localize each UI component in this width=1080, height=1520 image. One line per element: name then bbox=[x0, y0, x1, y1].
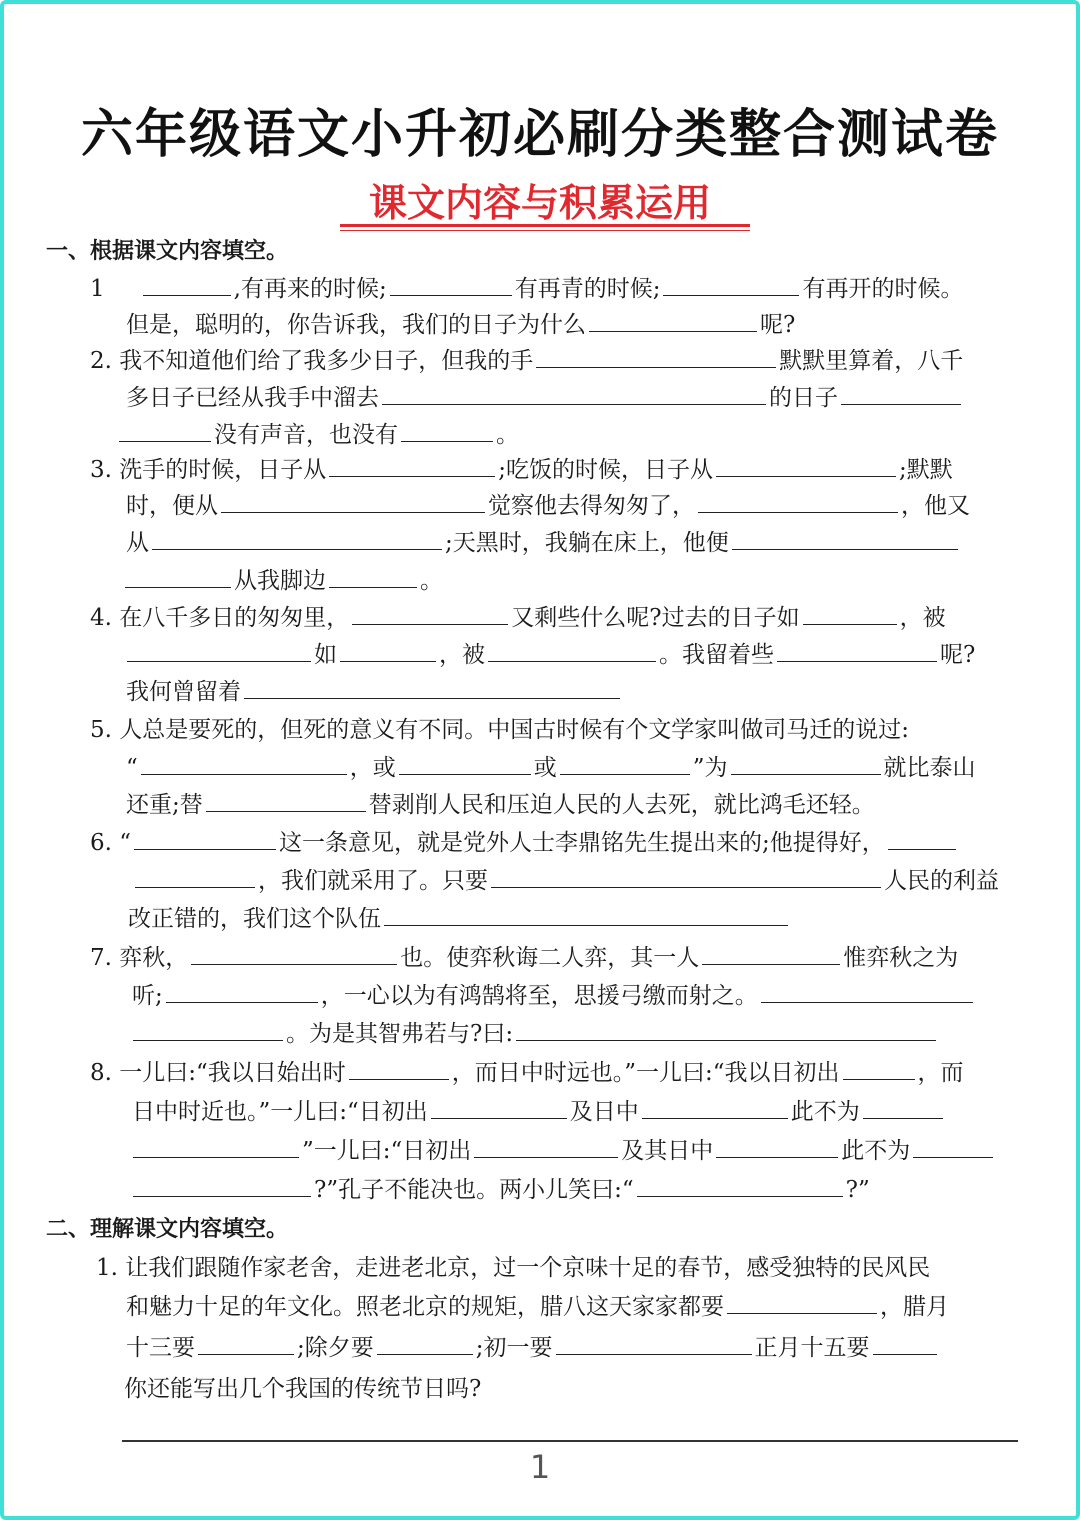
blank-field[interactable] bbox=[340, 641, 436, 662]
subtitle-underline bbox=[340, 224, 750, 227]
s2-question-1-line-2 bbox=[126, 1292, 949, 1322]
question-text: 从 bbox=[126, 530, 149, 556]
question-text: ?” bbox=[845, 1177, 870, 1203]
question-text: ,有再来的时候; bbox=[233, 276, 387, 302]
question-text: 惟弈秋之为 bbox=[843, 945, 959, 971]
question-number: 5. bbox=[90, 717, 112, 743]
question-text: 正月十五要 bbox=[754, 1335, 870, 1361]
s2-question-1-line-4 bbox=[124, 1374, 481, 1404]
section-heading-1: 一、根据课文内容填空。 bbox=[46, 238, 289, 264]
question-text: 这一条意见，就是党外人士李鼎铭先生提出来的;他提得好， bbox=[279, 830, 885, 856]
blank-field[interactable] bbox=[133, 1020, 283, 1041]
question-text: 如 bbox=[314, 642, 337, 668]
question-number: 7. bbox=[90, 945, 112, 971]
question-text: 和魅力十足的年文化。照老北京的规矩，腊八这天家家都要 bbox=[126, 1294, 724, 1320]
blank-field[interactable] bbox=[663, 275, 799, 296]
blank-field[interactable] bbox=[125, 567, 231, 588]
blank-field[interactable] bbox=[431, 1098, 567, 1119]
blank-field[interactable] bbox=[349, 1059, 449, 1080]
blank-field[interactable] bbox=[732, 529, 958, 550]
question-text: ;默默 bbox=[899, 457, 953, 483]
question-8-line-4 bbox=[130, 1175, 870, 1205]
question-8-line-1 bbox=[90, 1058, 964, 1088]
question-5-line-2 bbox=[126, 753, 976, 783]
blank-field[interactable] bbox=[152, 529, 442, 550]
question-text: ，而日中时远也。”一儿曰:“我以日初出 bbox=[451, 1060, 840, 1086]
question-text: 及日中 bbox=[569, 1099, 639, 1125]
question-text: 。为是其智弗若与?曰: bbox=[286, 1021, 514, 1047]
question-text: 人民的利益 bbox=[884, 868, 999, 894]
question-7-line-2 bbox=[132, 981, 976, 1011]
blank-field[interactable] bbox=[134, 829, 276, 850]
question-number: 6. bbox=[90, 830, 112, 856]
question-number: 4. bbox=[90, 605, 112, 631]
blank-field[interactable] bbox=[191, 944, 397, 965]
blank-field[interactable] bbox=[143, 275, 231, 296]
blank-field[interactable] bbox=[761, 982, 973, 1003]
question-8-line-3 bbox=[130, 1136, 996, 1166]
blank-field[interactable] bbox=[474, 1137, 618, 1158]
question-number: 1 bbox=[90, 276, 105, 302]
blank-field[interactable] bbox=[133, 1137, 299, 1158]
page-subtitle: 课文内容与积累运用 bbox=[368, 181, 711, 225]
question-text: 在八千多日的匆匆里， bbox=[119, 605, 350, 631]
question-2-line-3 bbox=[116, 420, 519, 450]
question-text: 的日子 bbox=[769, 385, 838, 411]
question-text: 默默里算着，八千 bbox=[779, 348, 964, 374]
question-text: 你还能写出几个我国的传统节日吗? bbox=[124, 1376, 482, 1402]
question-text: 听; bbox=[132, 983, 163, 1009]
question-text: ，而 bbox=[917, 1060, 964, 1086]
question-text: ，腊月 bbox=[880, 1294, 949, 1320]
question-text: 或 bbox=[533, 755, 557, 781]
question-text: 也。使弈秋诲二人弈，其一人 bbox=[400, 945, 700, 971]
page-title: 六年级语文小升初必刷分类整合测试卷 bbox=[80, 105, 999, 165]
question-text: ?”孔子不能决也。两小儿笑曰:“ bbox=[314, 1177, 634, 1203]
blank-field[interactable] bbox=[384, 905, 788, 926]
question-4-line-1 bbox=[90, 603, 946, 633]
question-text: 有再青的时候; bbox=[514, 276, 661, 302]
question-text: 我不知道他们给了我多少日子，但我的手 bbox=[119, 348, 534, 374]
blank-field[interactable] bbox=[913, 1137, 993, 1158]
blank-field[interactable] bbox=[873, 1334, 937, 1355]
question-text: 日中时近也。”一儿曰:“日初出 bbox=[132, 1099, 428, 1125]
blank-field[interactable] bbox=[491, 867, 881, 888]
blank-field[interactable] bbox=[556, 1334, 752, 1355]
blank-field[interactable] bbox=[803, 604, 897, 625]
question-5-line-1 bbox=[90, 715, 909, 745]
question-text: ，他又 bbox=[901, 493, 970, 519]
question-text: 让我们跟随作家老舍，走进老北京，过一个京味十足的春节，感受独特的民风民 bbox=[125, 1255, 931, 1281]
question-text: 及其日中 bbox=[621, 1138, 714, 1164]
question-text: 弈秋， bbox=[119, 945, 189, 971]
blank-field[interactable] bbox=[642, 1098, 788, 1119]
section-heading-2: 二、理解课文内容填空。 bbox=[46, 1216, 289, 1242]
question-text: 人总是要死的，但死的意义有不同。中国古时候有个文学家叫做司马迁的说过: bbox=[119, 717, 910, 743]
blank-field[interactable] bbox=[863, 1098, 943, 1119]
question-text: ，我们就采用了。只要 bbox=[258, 868, 488, 894]
question-text: 但是，聪明的，你告诉我，我们的日子为什么 bbox=[126, 312, 586, 338]
question-8-line-2 bbox=[132, 1097, 946, 1127]
s2-question-1-line-1 bbox=[96, 1253, 930, 1283]
page-number: 1 bbox=[529, 1448, 551, 1486]
blank-field[interactable] bbox=[135, 867, 255, 888]
blank-field[interactable] bbox=[133, 1176, 311, 1197]
question-text: ;吃饭的时候，日子从 bbox=[498, 457, 714, 483]
question-6-line-2 bbox=[132, 866, 999, 896]
question-text: ，被 bbox=[899, 605, 946, 631]
question-2-line-1 bbox=[90, 346, 963, 376]
question-3-line-4 bbox=[122, 566, 443, 596]
question-number: 2. bbox=[90, 348, 112, 374]
question-3-line-1 bbox=[90, 455, 953, 485]
question-text: 呢? bbox=[940, 642, 976, 668]
blank-field[interactable] bbox=[843, 1059, 915, 1080]
question-text: 此不为 bbox=[841, 1138, 911, 1164]
blank-field[interactable] bbox=[198, 1334, 294, 1355]
blank-field[interactable] bbox=[166, 982, 318, 1003]
question-text: 替剥削人民和压迫人民的人去死，就比鸿毛还轻。 bbox=[368, 792, 875, 818]
blank-field[interactable] bbox=[244, 678, 620, 699]
blank-field[interactable] bbox=[221, 492, 485, 513]
blank-field[interactable] bbox=[536, 347, 776, 368]
blank-field[interactable] bbox=[727, 1293, 877, 1314]
question-1-line-2 bbox=[126, 310, 795, 340]
question-3-line-2 bbox=[126, 491, 970, 521]
question-text: 。我留着些 bbox=[659, 642, 774, 668]
question-text: 呢? bbox=[760, 312, 796, 338]
blank-field[interactable] bbox=[206, 791, 366, 812]
question-text: “ bbox=[126, 755, 138, 781]
blank-field[interactable] bbox=[382, 384, 766, 405]
question-7-line-1 bbox=[90, 943, 958, 973]
question-number: 8. bbox=[90, 1060, 112, 1086]
blank-field[interactable] bbox=[329, 456, 495, 477]
blank-field[interactable] bbox=[390, 275, 512, 296]
blank-field[interactable] bbox=[777, 641, 937, 662]
question-text: ，一心以为有鸿鹄将至，思援弓缴而射之。 bbox=[320, 983, 758, 1009]
question-text: 又剩些什么呢?过去的日子如 bbox=[511, 605, 800, 631]
question-text: ，被 bbox=[439, 642, 485, 668]
blank-field[interactable] bbox=[127, 641, 311, 662]
question-text: 还重;替 bbox=[126, 792, 203, 818]
question-text: ;除夕要 bbox=[297, 1335, 374, 1361]
blank-field[interactable] bbox=[702, 944, 840, 965]
question-text: 没有声音，也没有 bbox=[214, 422, 398, 448]
blank-field[interactable] bbox=[716, 1137, 838, 1158]
blank-field[interactable] bbox=[589, 311, 757, 332]
answer-line[interactable] bbox=[122, 1440, 1018, 1442]
question-6-line-1 bbox=[90, 828, 959, 858]
question-text: ;初一要 bbox=[475, 1335, 553, 1361]
question-text: ”为 bbox=[692, 755, 728, 781]
question-text: ;天黑时，我躺在床上，他便 bbox=[445, 530, 729, 556]
question-text: 时，便从 bbox=[126, 493, 218, 519]
question-text: 改正错的，我们这个队伍 bbox=[128, 906, 381, 932]
question-text: 觉察他去得匆匆了， bbox=[488, 493, 695, 519]
question-text: “ bbox=[119, 830, 132, 856]
question-text: 。 bbox=[420, 568, 443, 594]
question-5-line-3 bbox=[126, 790, 875, 820]
question-text: 有再开的时候。 bbox=[802, 276, 964, 302]
question-text: 。 bbox=[496, 422, 519, 448]
question-text: ”一儿曰:“日初出 bbox=[302, 1138, 472, 1164]
blank-field[interactable] bbox=[888, 829, 956, 850]
question-text: 多日子已经从我手中溜去 bbox=[126, 385, 379, 411]
question-6-line-3 bbox=[128, 904, 791, 934]
blank-field[interactable] bbox=[377, 1334, 473, 1355]
question-number: 3. bbox=[90, 457, 112, 483]
blank-field[interactable] bbox=[399, 754, 531, 775]
question-7-line-3 bbox=[130, 1019, 939, 1049]
question-text: 此不为 bbox=[790, 1099, 860, 1125]
question-text: 就比泰山 bbox=[883, 755, 976, 781]
blank-field[interactable] bbox=[637, 1176, 843, 1197]
question-text: 洗手的时候，日子从 bbox=[119, 457, 327, 483]
blank-field[interactable] bbox=[731, 754, 881, 775]
question-text: 我何曾留着 bbox=[126, 679, 241, 705]
blank-field[interactable] bbox=[516, 1020, 936, 1041]
blank-field[interactable] bbox=[401, 421, 493, 442]
question-number: 1. bbox=[96, 1255, 118, 1281]
question-2-line-2 bbox=[126, 383, 964, 413]
question-4-line-3 bbox=[126, 677, 623, 707]
question-text: ，或 bbox=[349, 755, 396, 781]
blank-field[interactable] bbox=[841, 384, 961, 405]
question-text: 从我脚边 bbox=[234, 568, 326, 594]
question-3-line-3 bbox=[126, 528, 961, 558]
question-4-line-2 bbox=[124, 640, 975, 670]
blank-field[interactable] bbox=[119, 421, 211, 442]
blank-field[interactable] bbox=[141, 754, 347, 775]
question-1-line-1 bbox=[90, 274, 963, 304]
blank-field[interactable] bbox=[352, 604, 508, 625]
subtitle-underline-thin bbox=[340, 230, 750, 231]
blank-field[interactable] bbox=[560, 754, 690, 775]
blank-field[interactable] bbox=[329, 567, 417, 588]
question-text: 十三要 bbox=[126, 1335, 195, 1361]
blank-field[interactable] bbox=[698, 492, 898, 513]
question-text: 一儿曰:“我以日始出时 bbox=[119, 1060, 346, 1086]
blank-field[interactable] bbox=[488, 641, 656, 662]
s2-question-1-line-3 bbox=[126, 1333, 940, 1363]
blank-field[interactable] bbox=[716, 456, 896, 477]
